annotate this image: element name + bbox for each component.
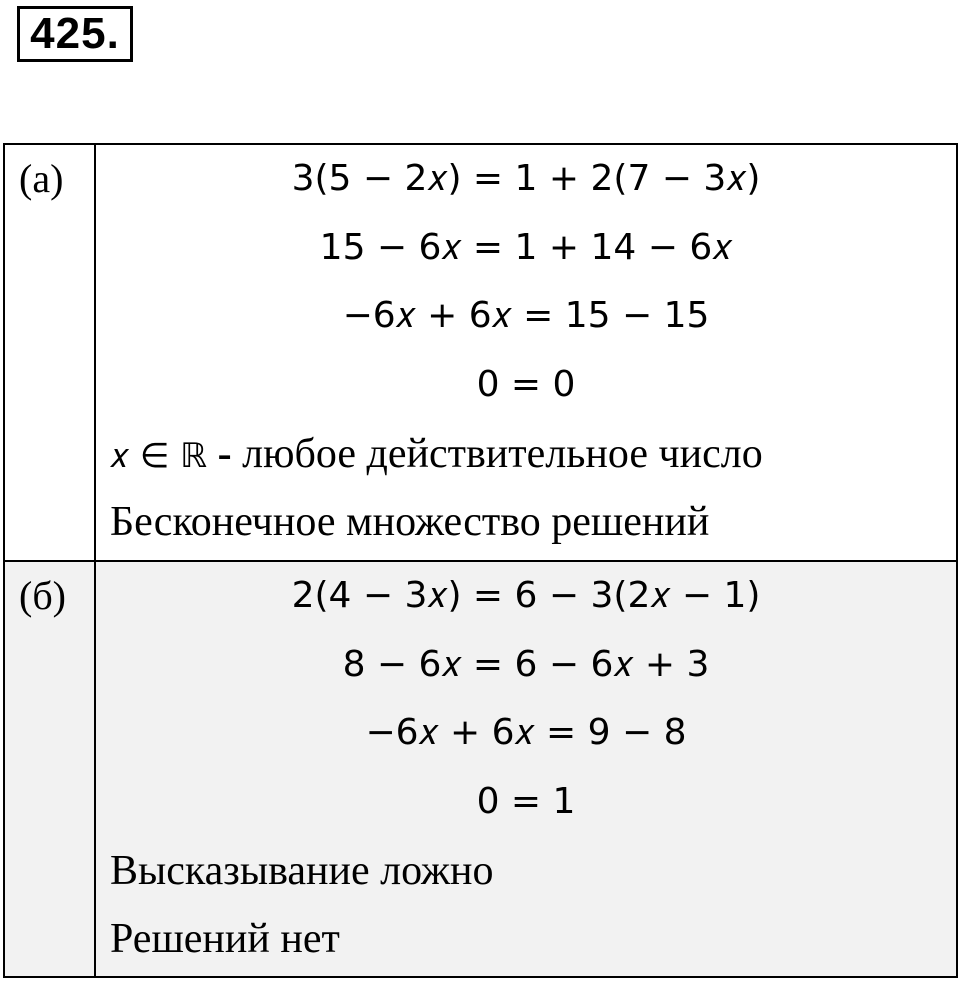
part-b-result: Решений нет [110,916,340,963]
part-a-equation-2: 15 − 6𝑥 = 1 + 14 − 6𝑥 [319,226,733,268]
part-a-equation-1: 3(5 − 2𝑥) = 1 + 2(7 − 3𝑥) [291,158,761,199]
part-a-equation-3: −6𝑥 + 6𝑥 = 15 − 15 [342,295,710,337]
part-b-equation-4: 0 = 1 [476,781,576,823]
part-a-work [95,144,957,561]
part-a-label: (а) [4,144,95,561]
conclusion-text: любое действительное число [242,430,763,477]
part-b-equation-2: 8 − 6𝑥 = 6 − 6𝑥 + 3 [342,643,710,685]
part-b-label: (б) [4,561,95,977]
part-a-result: Бесконечное множество решений [110,499,710,546]
part-a-equation-4: 0 = 0 [476,364,576,406]
part-b-row [4,561,957,977]
part-b-statement: Высказывание ложно [110,847,494,894]
part-a-row [4,144,957,561]
part-b-work [95,561,957,977]
part-b-equation-3: −6𝑥 + 6𝑥 = 9 − 8 [365,712,687,754]
part-b-equation-1: 2(4 − 3𝑥) = 6 − 3(2𝑥 − 1) [291,575,761,616]
solution-set-notation: 𝑥 ∈ ℝ [110,435,208,476]
solution-table [3,143,958,978]
part-a-conclusion [110,420,956,489]
conclusion-dash: - [207,430,243,477]
problem-number: 425. [17,6,133,62]
